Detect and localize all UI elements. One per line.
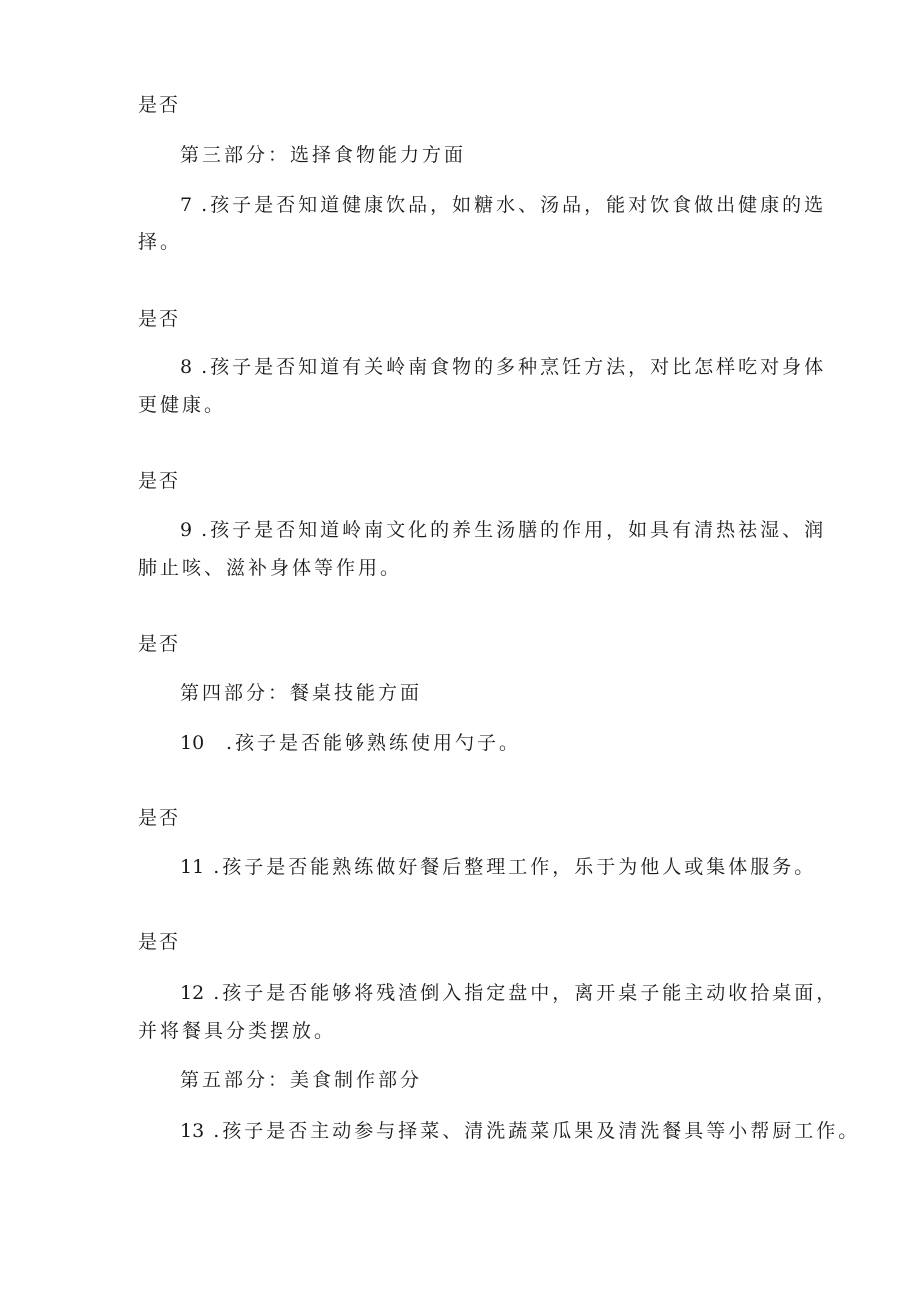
question-text: .孩子是否知道岭南文化的养生汤膳的作用，如具有清热祛湿、润 [201,519,827,541]
section-heading-part4: 第四部分：餐桌技能方面 [180,682,423,704]
section-heading-part3: 第三部分：选择食物能力方面 [180,144,467,166]
question-number: 11 [180,856,205,878]
question-7-line2: 择。 [138,231,183,253]
answer-yes-no: 是否 [138,807,181,829]
question-10-line1 [180,731,521,755]
question-13-line1 [180,1119,860,1143]
question-number: 13 [180,1120,205,1142]
question-7-line1 [180,193,826,217]
question-number: 9 [180,519,193,541]
question-text: .孩子是否知道健康饮品，如糖水、汤品，能对饮食做出健康的选 [201,194,827,216]
answer-yes-no: 是否 [138,931,181,953]
question-text: .孩子是否主动参与择菜、清洗蔬菜瓜果及清洗餐具等小帮厨工作。 [213,1120,861,1142]
answer-yes-no: 是否 [138,470,181,492]
question-8-line1 [180,355,826,379]
question-text: .孩子是否能够将残渣倒入指定盘中，离开桌子能主动收拾桌面， [213,982,839,1004]
question-text: .孩子是否能熟练做好餐后整理工作，乐于为他人或集体服务。 [213,856,817,878]
answer-yes-no: 是否 [138,94,181,116]
question-9-line1 [180,518,826,542]
question-number: 7 [180,194,193,216]
answer-yes-no: 是否 [138,308,181,330]
question-text: .孩子是否知道有关岭南食物的多种烹饪方法，对比怎样吃对身体 [201,356,827,378]
question-number: 12 [180,982,205,1004]
answer-yes-no: 是否 [138,633,181,655]
question-text: .孩子是否能够熟练使用勺子。 [226,732,522,754]
question-8-line2: 更健康。 [138,394,227,416]
question-12-line2: 并将餐具分类摆放。 [138,1020,337,1042]
question-number: 8 [180,356,193,378]
question-11-line1 [180,855,816,879]
section-heading-part5: 第五部分：美食制作部分 [180,1069,423,1091]
question-number: 10 [180,732,205,754]
question-9-line2: 肺止咳、滋补身体等作用。 [138,557,403,579]
question-12-line1 [180,981,838,1005]
